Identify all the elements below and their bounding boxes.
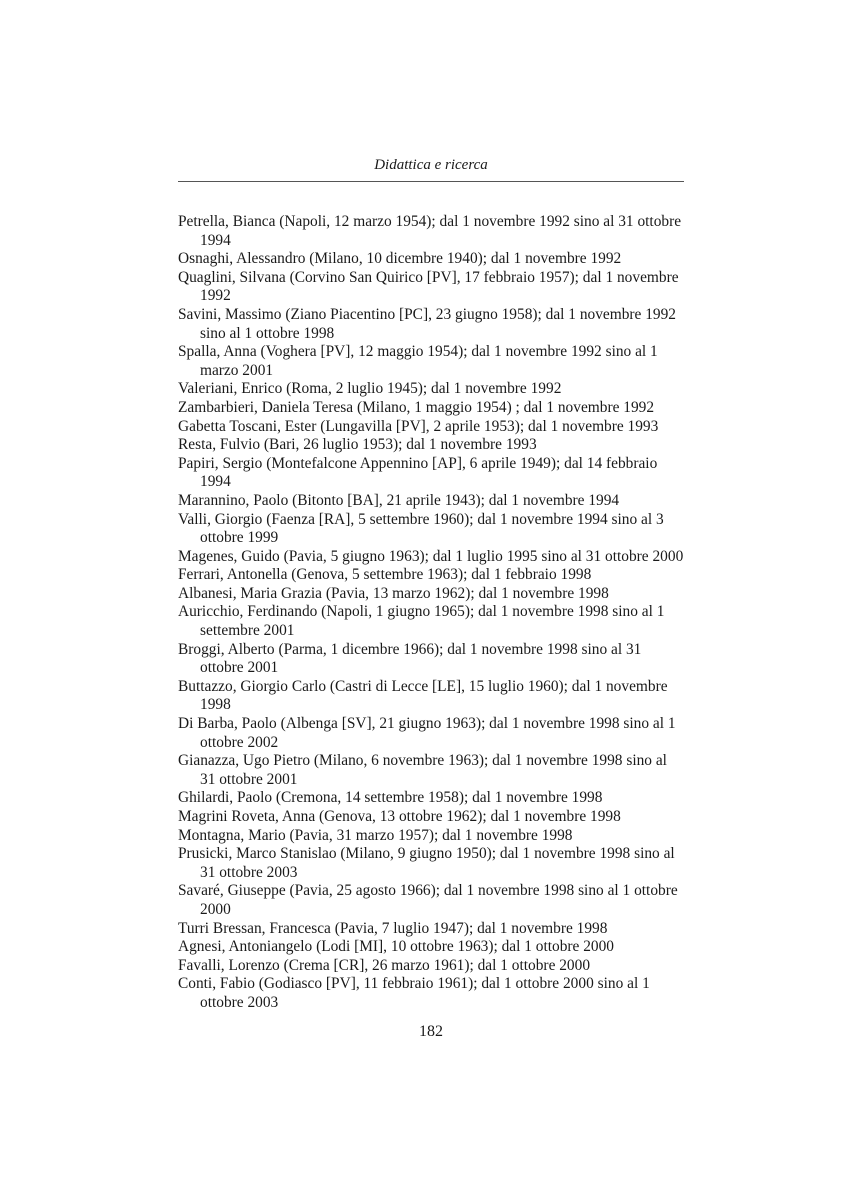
list-item: Savaré, Giuseppe (Pavia, 25 agosto 1966); dal 1 novembre 1998 sino al 1 ottobre 2000 [178,882,678,918]
list-item: Prusicki, Marco Stanislao (Milano, 9 giugno 1950); dal 1 novembre 1998 sino al 31 ottobre 2003 [178,845,675,881]
list-item: Ferrari, Antonella (Genova, 5 settembre 1963); dal 1 febbraio 1998 [178,566,592,584]
list-item: Gianazza, Ugo Pietro (Milano, 6 novembre 1963); dal 1 novembre 1998 sino al 31 ottobre 2001 [178,752,667,788]
list-item: Albanesi, Maria Grazia (Pavia, 13 marzo 1962); dal 1 novembre 1998 [178,584,609,602]
list-item: Agnesi, Antoniangelo (Lodi [MI], 10 ottobre 1963); dal 1 ottobre 2000 [178,938,614,956]
list-item: Magenes, Guido (Pavia, 5 giugno 1963); dal 1 luglio 1995 sino al 31 ottobre 2000 [178,547,684,565]
list-item: Valli, Giorgio (Faenza [RA], 5 settembre 1960); dal 1 novembre 1994 sino al 3 ottobre 1999 [178,510,664,547]
list-item: Buttazzo, Giorgio Carlo (Castri di Lecce [LE], 15 luglio 1960); dal 1 novembre 1998 [178,677,668,714]
list-item: Osnaghi, Alessandro (Milano, 10 dicembre 1940); dal 1 novembre 1992 [178,250,622,268]
entry-list [178,213,684,1013]
list-item: Magrini Roveta, Anna (Genova, 13 ottobre 1962); dal 1 novembre 1998 [178,808,621,825]
list-item: Zambarbieri, Daniela Teresa (Milano, 1 maggio 1954) ; dal 1 novembre 1992 [178,398,655,416]
list-item: Turri Bressan, Francesca (Pavia, 7 luglio 1947); dal 1 novembre 1998 [178,919,608,937]
header-rule [178,181,684,182]
page-number: 182 [419,1023,443,1040]
list-item: Petrella, Bianca (Napoli, 12 marzo 1954); dal 1 novembre 1992 sino al 31 ottobre 1994 [178,213,682,249]
list-item: Conti, Fabio (Godiasco [PV], 11 febbraio 1961); dal 1 ottobre 2000 sino al 1 ottobre 2003 [178,975,650,1011]
list-item: Ghilardi, Paolo (Cremona, 14 settembre 1958); dal 1 novembre 1998 [178,789,603,807]
list-item: Di Barba, Paolo (Albenga [SV], 21 giugno 1963); dal 1 novembre 1998 sino al 1 ottobre 2002 [178,715,676,751]
list-item: Favalli, Lorenzo (Crema [CR], 26 marzo 1961); dal 1 ottobre 2000 [178,956,591,974]
list-item: Montagna, Mario (Pavia, 31 marzo 1957); dal 1 novembre 1998 [178,826,573,844]
list-item: Auricchio, Ferdinando (Napoli, 1 giugno 1965); dal 1 novembre 1998 sino al 1 settembre 2001 [178,603,665,640]
list-item: Broggi, Alberto (Parma, 1 dicembre 1966); dal 1 novembre 1998 sino al 31 ottobre 2001 [178,640,642,677]
list-item: Quaglini, Silvana (Corvino San Quirico [PV], 17 febbraio 1957); dal 1 novembre 1992 [178,268,679,305]
list-item: Marannino, Paolo (Bitonto [BA], 21 aprile 1943); dal 1 novembre 1994 [178,491,620,509]
list-item: Gabetta Toscani, Ester (Lungavilla [PV], 2 aprile 1953); dal 1 novembre 1993 [178,417,659,435]
running-header: Didattica e ricerca [374,157,488,173]
list-item: Papiri, Sergio (Montefalcone Appennino [AP], 6 aprile 1949); dal 14 febbraio 1994 [178,454,658,491]
list-item: Savini, Massimo (Ziano Piacentino [PC], 23 giugno 1958); dal 1 novembre 1992 sino al 1 ottobre 1998 [178,305,677,342]
list-item: Spalla, Anna (Voghera [PV], 12 maggio 1954); dal 1 novembre 1992 sino al 1 marzo 2001 [178,343,658,379]
list-item: Valeriani, Enrico (Roma, 2 luglio 1945); dal 1 novembre 1992 [178,380,562,398]
list-item: Resta, Fulvio (Bari, 26 luglio 1953); dal 1 novembre 1993 [178,436,537,454]
